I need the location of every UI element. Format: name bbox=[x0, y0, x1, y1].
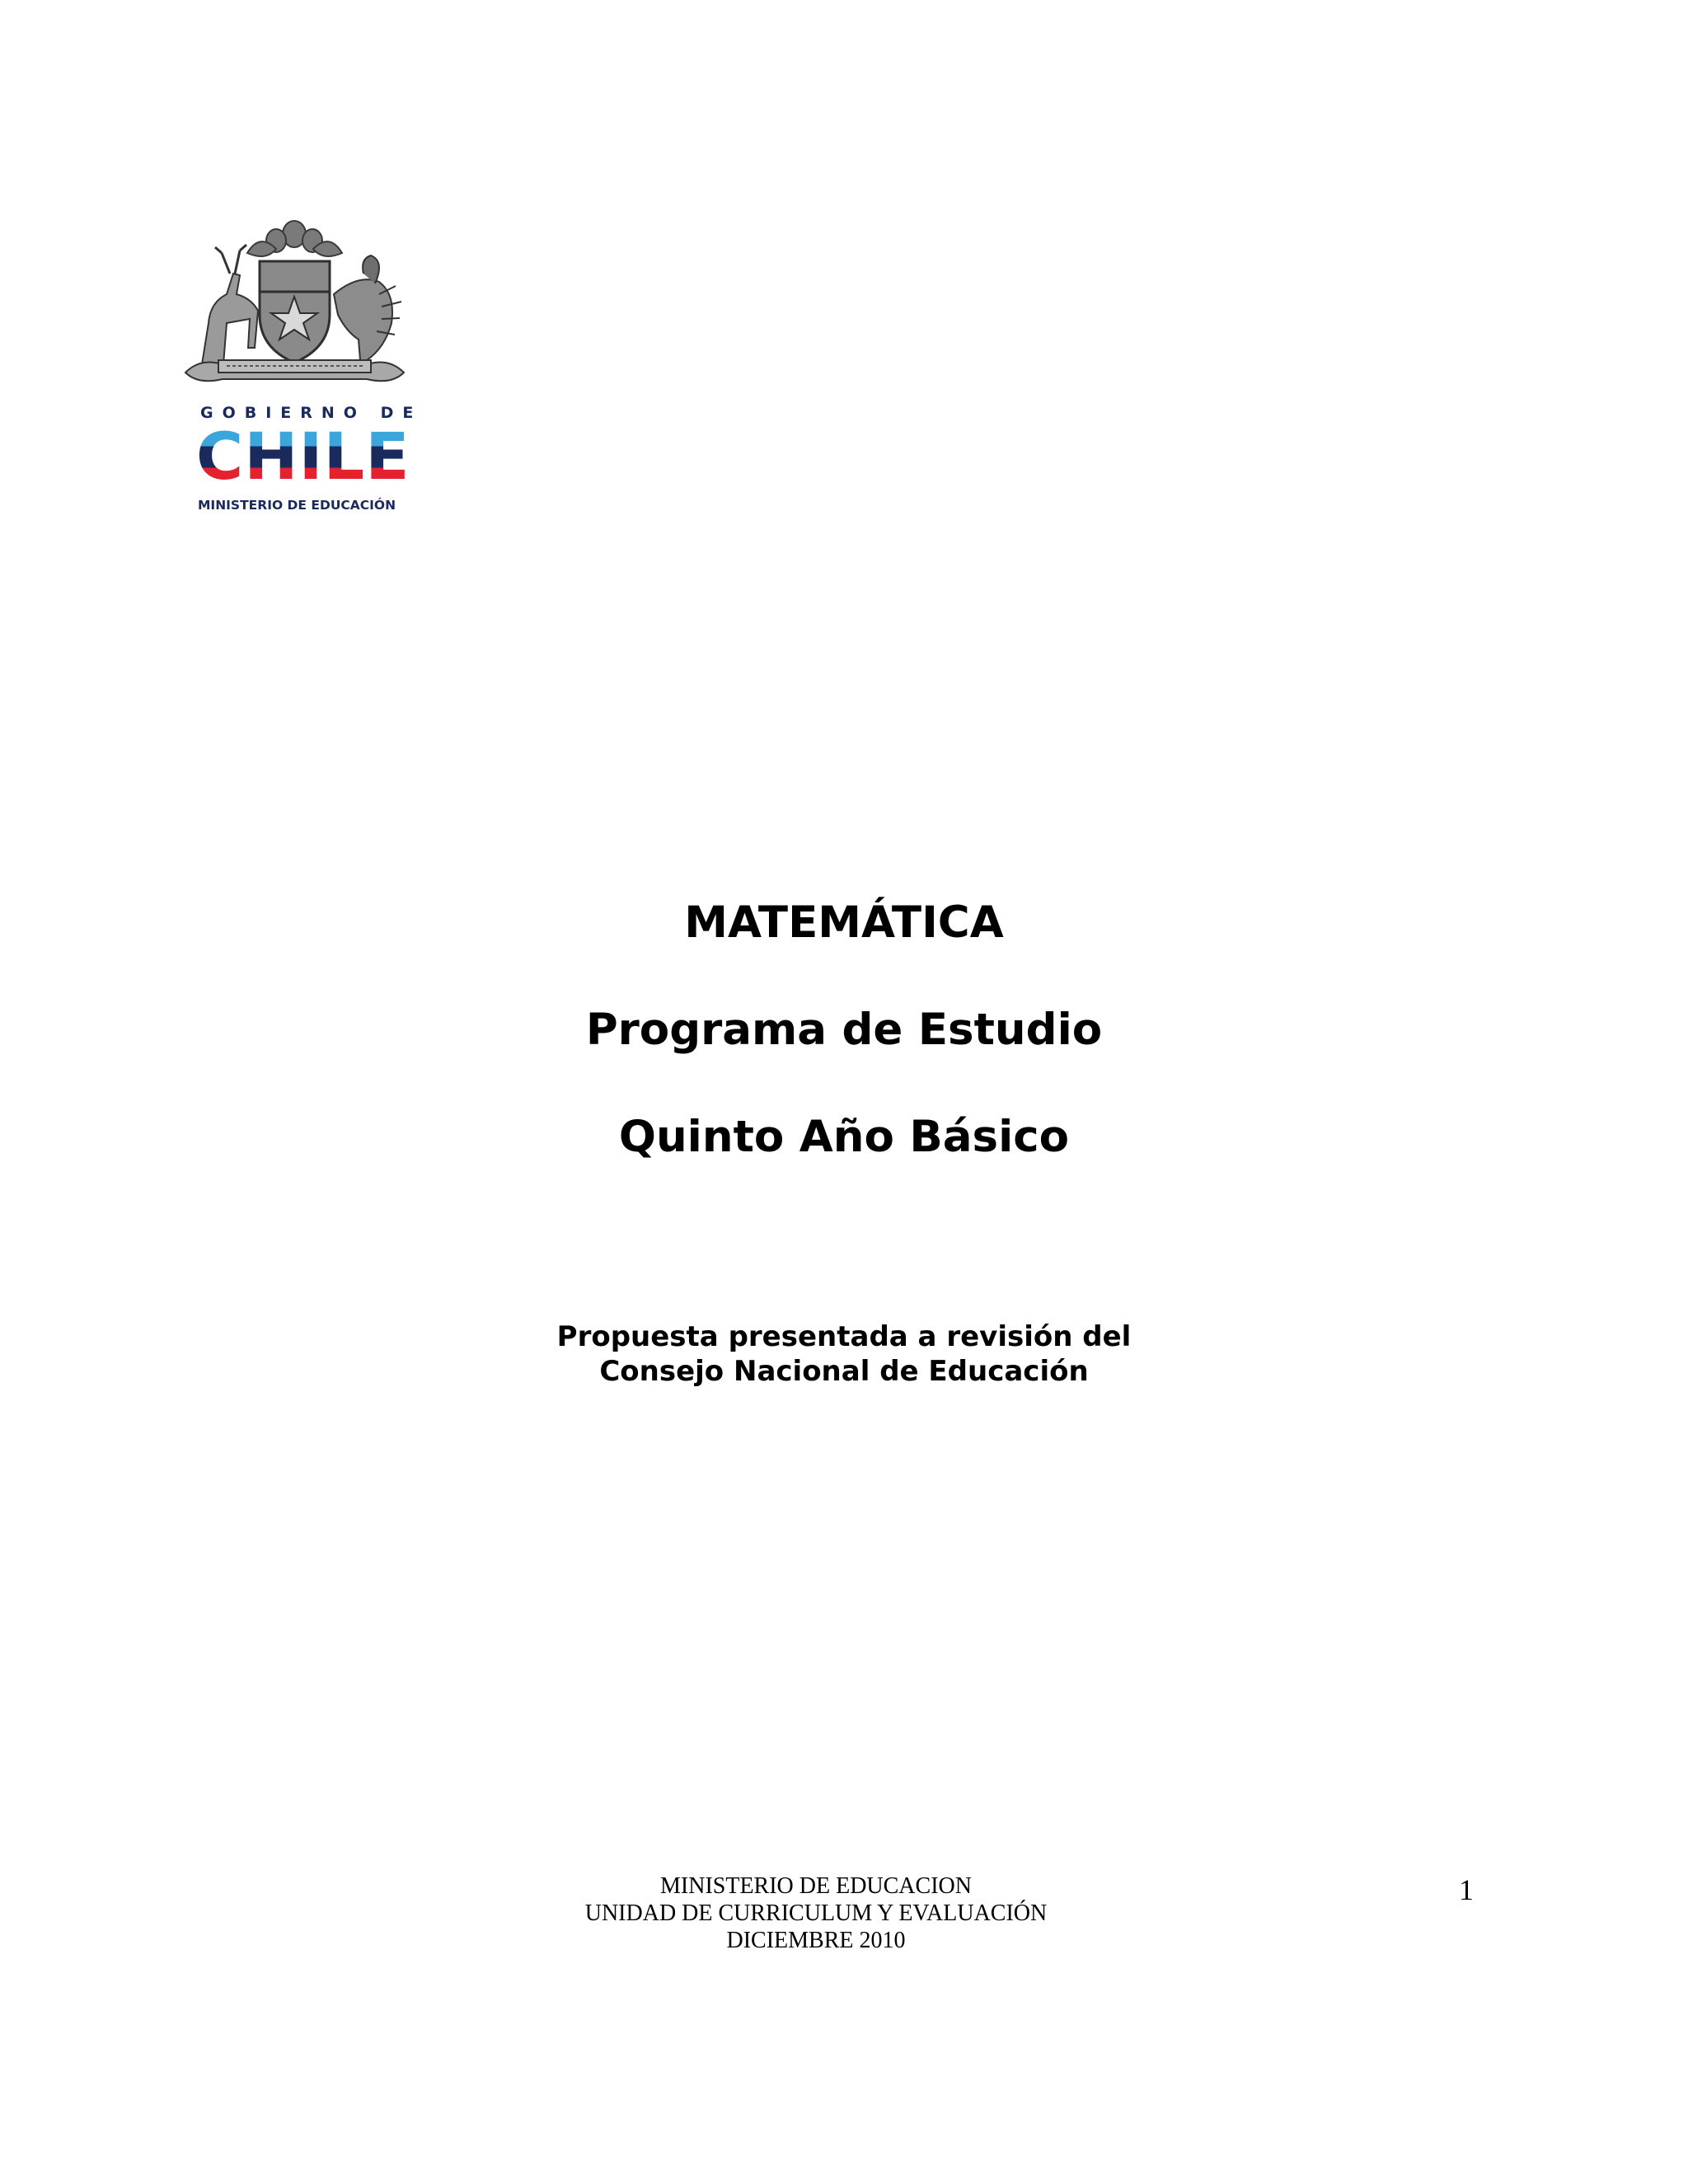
logo-ministerio: MINISTERIO DE EDUCACIÓN bbox=[198, 498, 396, 513]
footer-line-1: MINISTERIO DE EDUCACION bbox=[660, 1873, 972, 1899]
proposal-note bbox=[0, 1319, 1688, 1389]
footer-line-3: DICIEMBRE 2010 bbox=[726, 1928, 906, 1953]
document-program: Programa de Estudio bbox=[585, 1005, 1103, 1055]
logo-chile-wordmark: CHILE bbox=[196, 420, 410, 494]
government-logo bbox=[169, 216, 423, 523]
page-number: 1 bbox=[1459, 1873, 1474, 1906]
proposal-line-1: Propuesta presentada a revisión del bbox=[556, 1320, 1132, 1353]
logo-gobierno-de: GOBIERNO DE bbox=[200, 404, 423, 422]
coat-of-arms-icon bbox=[169, 216, 420, 393]
page-footer bbox=[0, 1872, 1632, 1954]
document-subject: MATEMÁTICA bbox=[684, 898, 1004, 948]
proposal-line-2: Consejo Nacional de Educación bbox=[599, 1355, 1089, 1388]
footer-line-2: UNIDAD DE CURRICULUM Y EVALUACIÓN bbox=[584, 1900, 1048, 1926]
document-grade: Quinto Año Básico bbox=[618, 1112, 1070, 1162]
